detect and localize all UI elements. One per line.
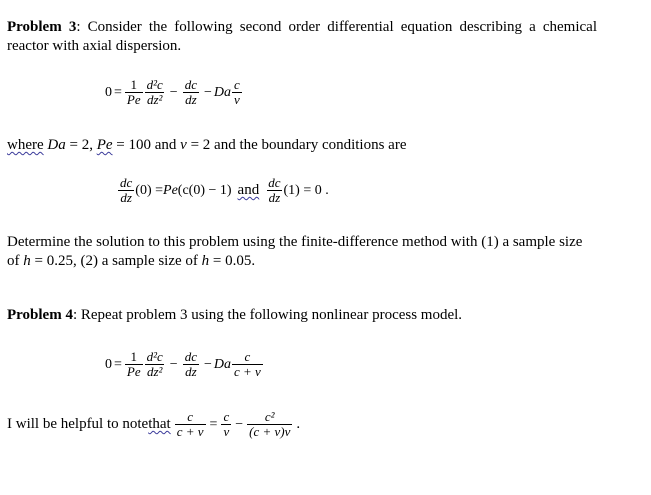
- problem3-boundary-conditions: $\frac{dc}{dz}$ (0) = Pe (c(0) − 1) and $\frac{dc}{dz}$ (1) = 0 .: [120, 175, 329, 205]
- p4-fraction-c-over-c-plus-v: $\frac{c}{c + v}$: [234, 349, 261, 379]
- bc2-fraction-dc-dz: $\frac{dc}{dz}$: [268, 175, 281, 205]
- note-fraction-right: $\frac{\text{c²}}{(c + v)v}$: [249, 409, 291, 439]
- problem4-intro: Problem 4: Repeat problem 3 using the following nonlinear process model.: [7, 307, 463, 323]
- eq-da: Da: [213, 84, 232, 100]
- problem3-equation: [105, 78, 243, 107]
- eq-zero: 0: [105, 84, 112, 100]
- fraction-dc-dz: $\frac{dc}{dz}$: [184, 77, 197, 107]
- problem3-heading: Problem 3: [7, 19, 77, 35]
- note-fraction-middle: $\frac{c}{v}$: [223, 409, 230, 439]
- problem3-task: Determine the solution to this problem using the finite-difference method with (1) a sample size of h = 0.25, (2) a sample size of h = 0.05.: [7, 234, 583, 269]
- eq-equals: =: [114, 84, 122, 100]
- problem3-parameters: where Da = 2, Pe = 100 and v = 2 and the boundary conditions are: [7, 137, 407, 153]
- eq-minus-2: −: [203, 84, 212, 100]
- fraction-d2c-dz2: $\frac{\text{d²c}}{\text{dz²}}$: [146, 77, 163, 107]
- p4-fraction-1-over-pe: $\frac{1}{Pe}$: [126, 349, 141, 379]
- bc-and: and: [237, 182, 260, 198]
- p4-fraction-d2c-dz2: $\frac{\text{d²c}}{\text{dz²}}$: [146, 349, 163, 379]
- eq-minus: −: [169, 84, 178, 100]
- problem4-note: I will be helpful to note that $\frac{c}{c + v}$ = $\frac{c}{v}$ − $\frac{\text{c²}}{(c + v)v}$ .: [7, 409, 301, 439]
- problem4-heading: Problem 4: [7, 307, 73, 323]
- p4-fraction-dc-dz: $\frac{dc}{dz}$: [184, 349, 197, 379]
- note-fraction-left: $\frac{c}{c + v}$: [176, 409, 204, 439]
- problem3-intro-text: : Consider the following second order differential equation describing a chemical reactor with axial dispersion.: [7, 19, 597, 54]
- fraction-c-over-v: $\frac{c}{v}$: [234, 77, 240, 107]
- problem3-intro: [7, 18, 597, 56]
- problem4-equation: 0 = $\frac{1}{Pe}$ $\frac{\text{d²c}}{\text{dz²}}$ − $\frac{dc}{dz}$ − Da $\frac{c}{c + v}$: [105, 349, 261, 379]
- bc1-fraction-dc-dz: $\frac{dc}{dz}$: [120, 175, 133, 205]
- fraction-1-over-pe: $\frac{1}{Pe}$: [126, 77, 141, 107]
